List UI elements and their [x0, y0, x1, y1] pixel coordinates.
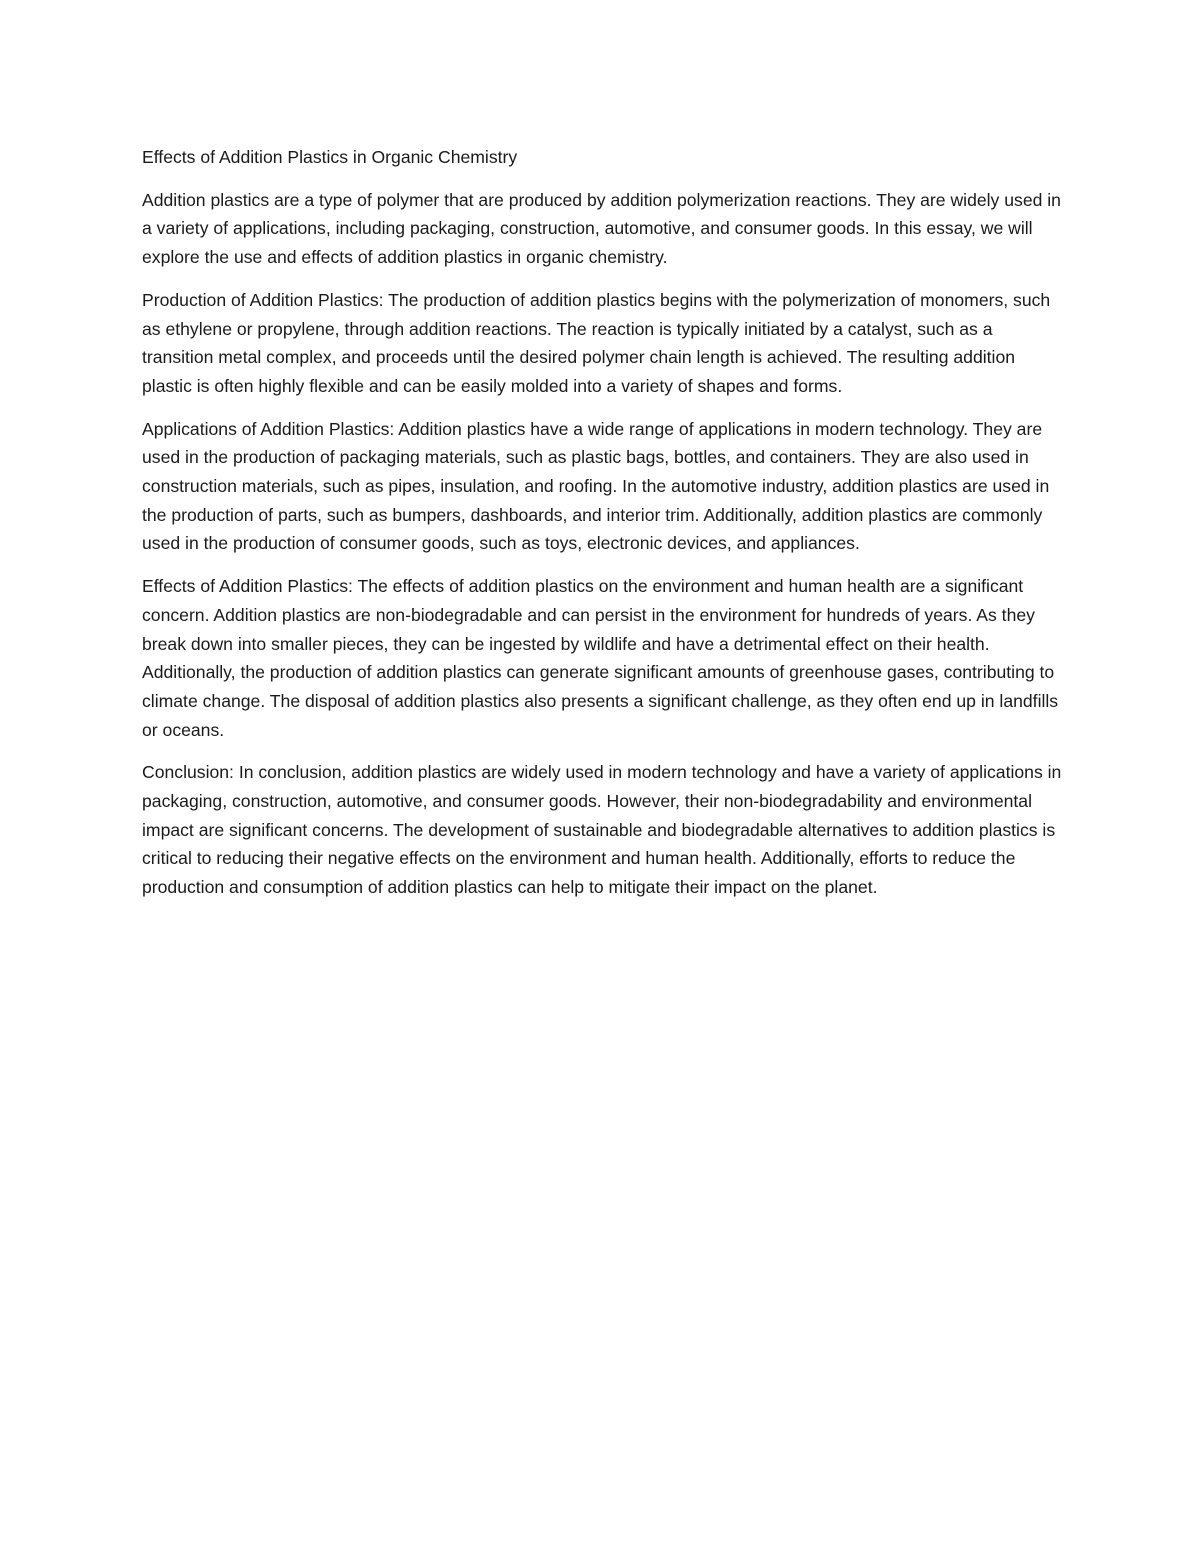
paragraph-introduction: Addition plastics are a type of polymer that are produced by addition polymerization reactions. They are widely used in a variety of applications, including packaging, construction, automotive, and consumer goods. In this essay, we will explore the use and effects of addition plastics in organic chemistry.	[142, 189, 1061, 268]
document-title: Effects of Addition Plastics in Organic Chemistry	[142, 147, 518, 167]
document-body	[142, 143, 1067, 916]
paragraph-conclusion: Conclusion: In conclusion, addition plastics are widely used in modern technology and have a variety of applications in packaging, construction, automotive, and consumer goods. However, their non-biodegradability and environmental impact are significant concerns. The development of sustainable and biodegradable alternatives to addition plastics is critical to reducing their negative effects on the environment and human health. Additionally, efforts to reduce the production and consumption of addition plastics can help to mitigate their impact on the planet.	[142, 762, 1062, 898]
paragraph-production: Production of Addition Plastics: The production of addition plastics begins with the polymerization of monomers, such as ethylene or propylene, through addition reactions. The reaction is typically initiated by a catalyst, such as a transition metal complex, and proceeds until the desired polymer chain length is achieved. The resulting addition plastic is often highly flexible and can be easily molded into a variety of shapes and forms.	[142, 289, 1051, 396]
paragraph-applications: Applications of Addition Plastics: Addition plastics have a wide range of applications in modern technology. They are used in the production of packaging materials, such as plastic bags, bottles, and containers. They are also used in construction materials, such as pipes, insulation, and roofing. In the automotive industry, addition plastics are used in the production of parts, such as bumpers, dashboards, and interior trim. Additionally, addition plastics are commonly used in the production of consumer goods, such as toys, electronic devices, and appliances.	[142, 418, 1050, 554]
paragraph-effects: Effects of Addition Plastics: The effects of addition plastics on the environment and human health are a significant concern. Addition plastics are non-biodegradable and can persist in the environment for hundreds of years. As they break down into smaller pieces, they can be ingested by wildlife and have a detrimental effect on their health. Additionally, the production of addition plastics can generate significant amounts of greenhouse gases, contributing to climate change. The disposal of addition plastics also presents a significant challenge, as they often end up in landfills or oceans.	[142, 576, 1059, 740]
